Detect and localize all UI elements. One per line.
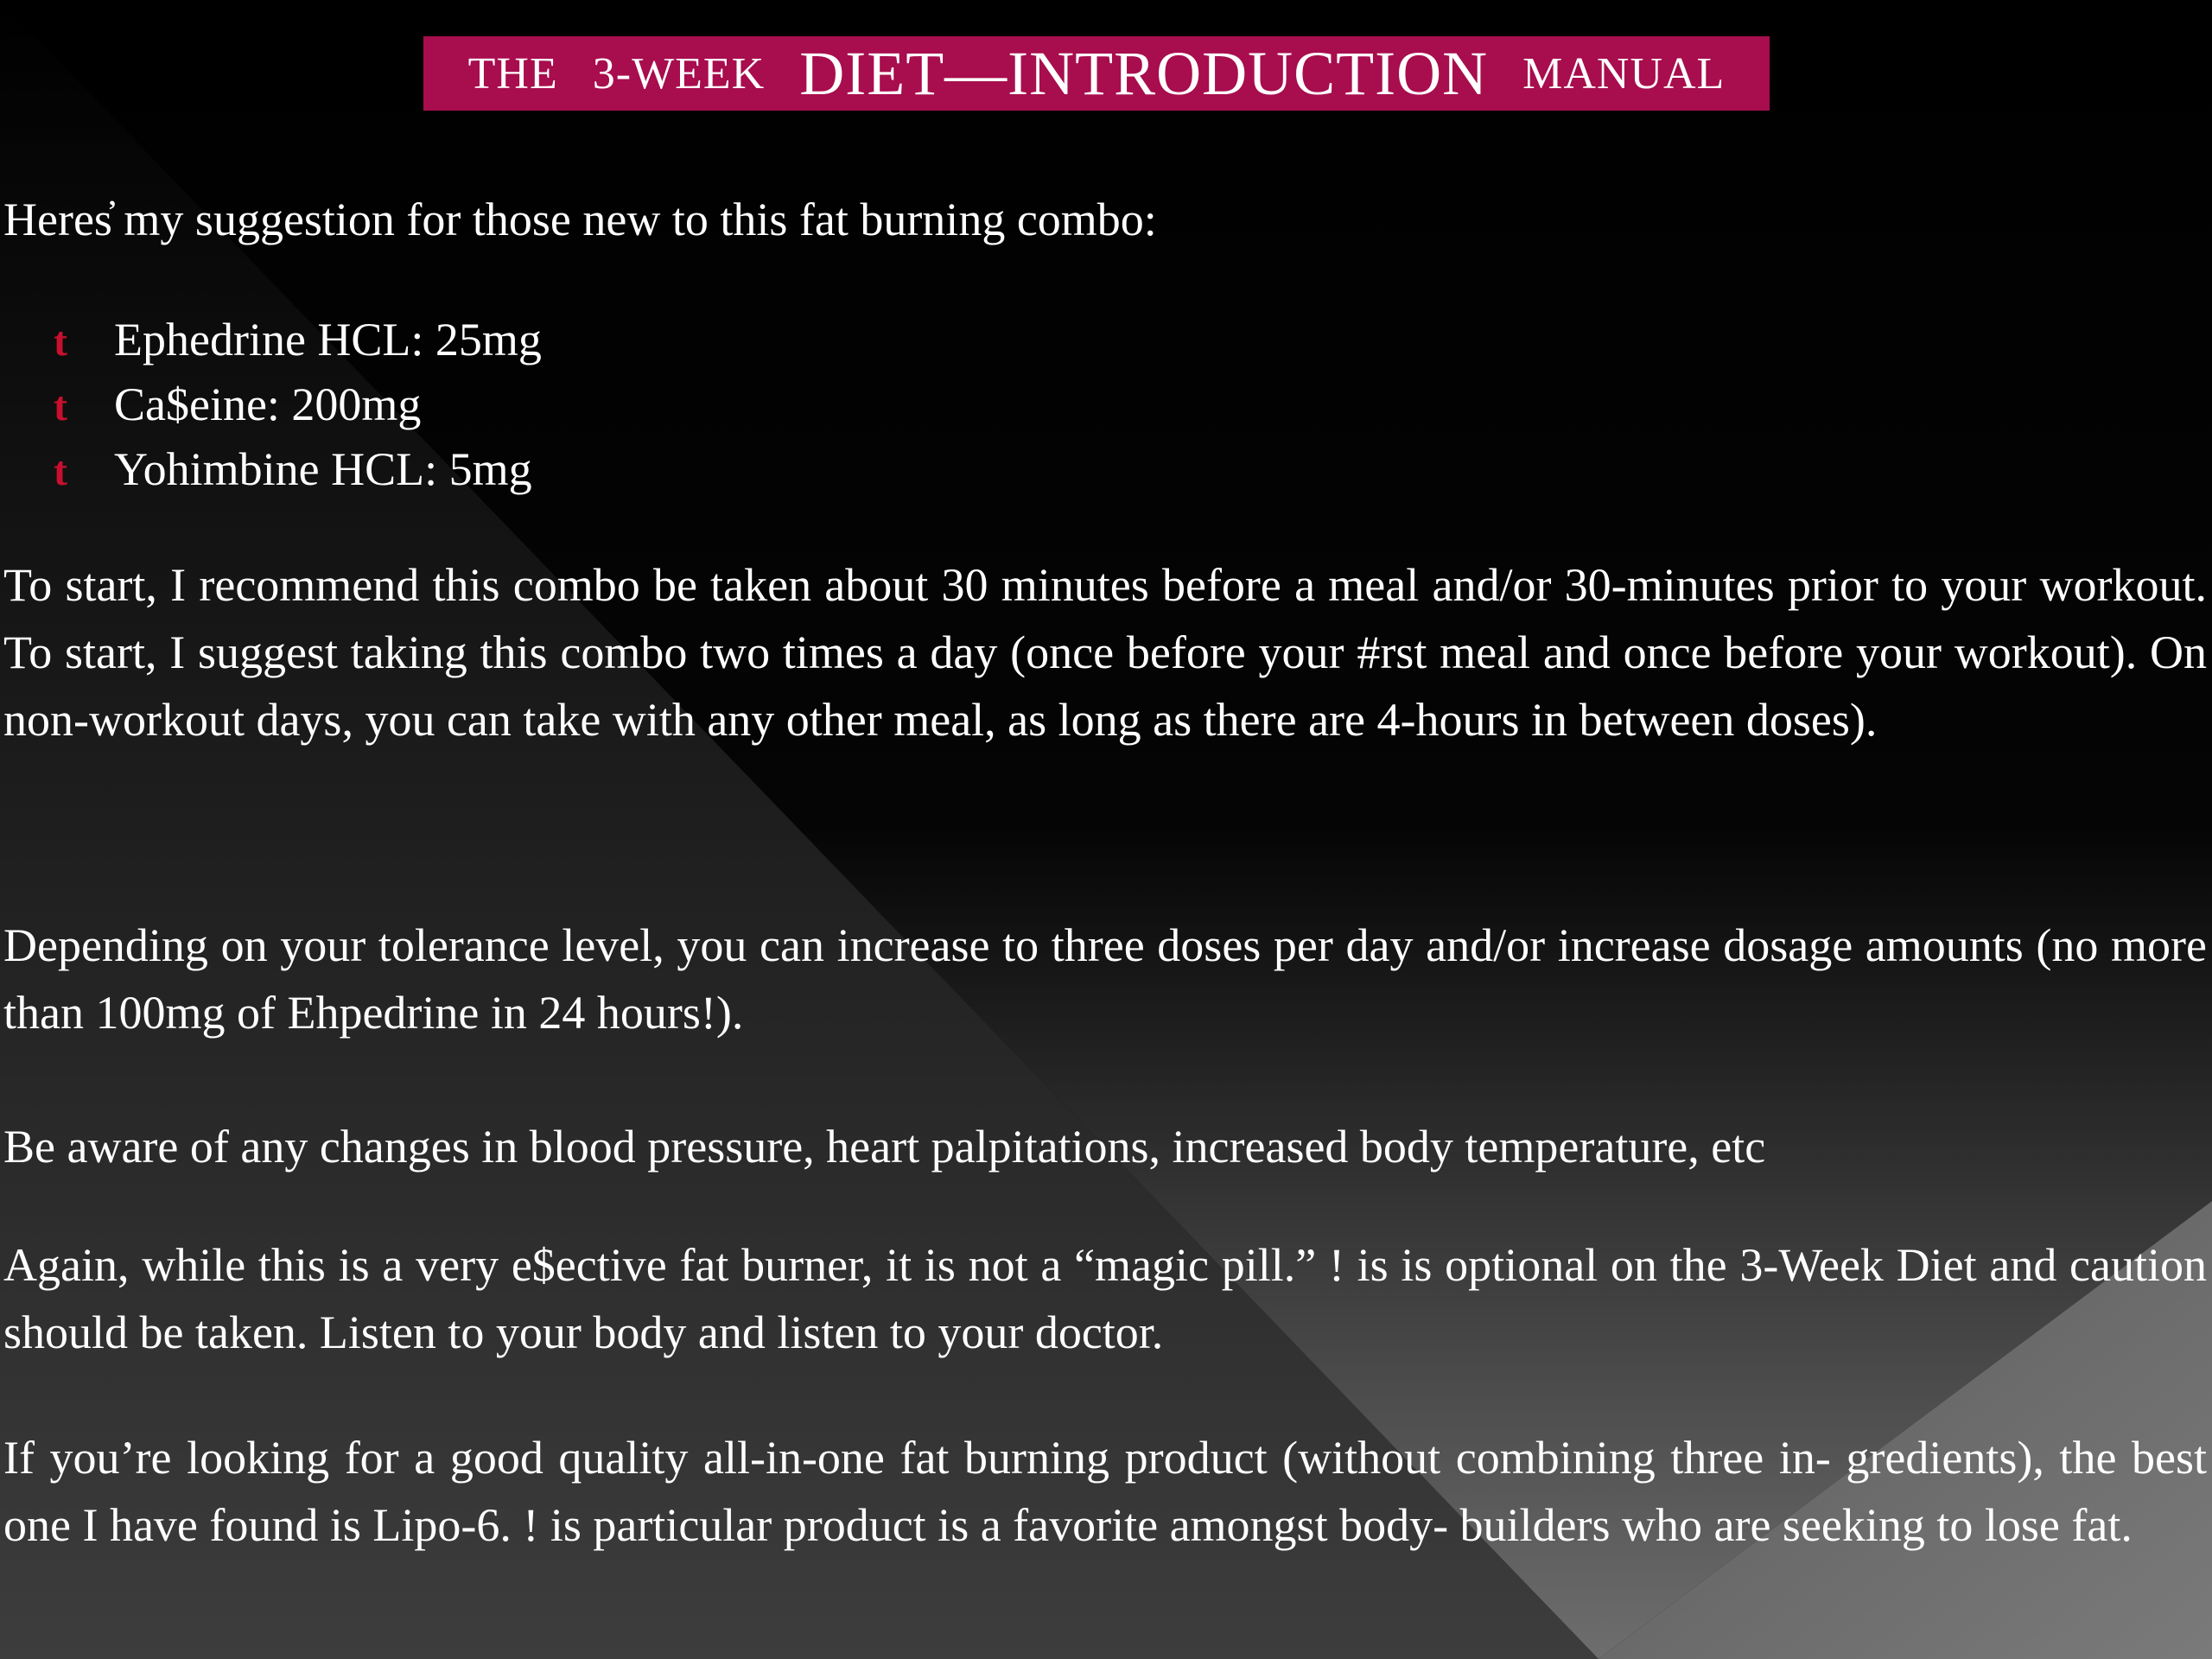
list-item: [54, 372, 542, 437]
title-banner: [423, 36, 1770, 111]
list-item-text: Ephedrine HCL: 25mg: [114, 314, 542, 365]
title-word-the: THE: [467, 48, 558, 99]
title-word-manual: MANUAL: [1522, 48, 1726, 99]
bullet-marker: t: [54, 448, 67, 494]
paragraph-dosing-schedule: To start, I recommend this combo be taken about 30 minutes before a meal and/or 30-minutes prior to your workout. To start, I suggest taking this combo two times a day (once before your #rst meal and once before your workout). On non-workout days, you can take with any other meal, as long as there are 4-hours in between doses).: [3, 559, 2207, 746]
list-item-text: Yohimbine HCL: 5mg: [114, 443, 532, 495]
ingredient-list: [54, 308, 542, 502]
paragraph-product-recommendation: If you’re looking for a good quality all-in-one fat burning product (without combining three in- gredients), the best one I have found is Lipo-6. ! is particular product is a favorite amongst body- builders who are seeking to lose fat.: [3, 1432, 2207, 1551]
bullet-marker: t: [54, 384, 67, 429]
list-item: [54, 308, 542, 372]
intro-text: Heres̓ my suggestion for those new to this fat burning combo:: [3, 194, 1157, 245]
bullet-marker: t: [54, 319, 67, 365]
paragraph-caution: Again, while this is a very e$ective fat burner, it is not a “magic pill.” ! is is optional on the 3-Week Diet and caution should be taken. Listen to your body and listen to your doctor.: [3, 1239, 2207, 1358]
title-word-3-week: 3-WEEK: [592, 48, 766, 99]
title-word-diet-introduction: DIET—INTRODUCTION: [799, 38, 1489, 108]
paragraph-tolerance: Depending on your tolerance level, you can increase to three doses per day and/or increase dosage amounts (no more than 100mg of Ehpedrine in 24 hours!).: [3, 919, 2207, 1039]
list-item-text: Ca$eine: 200mg: [114, 378, 422, 430]
list-item: [54, 437, 542, 502]
paragraph-side-effects: Be aware of any changes in blood pressure, heart palpitations, increased body temperature, etc: [3, 1121, 1766, 1173]
